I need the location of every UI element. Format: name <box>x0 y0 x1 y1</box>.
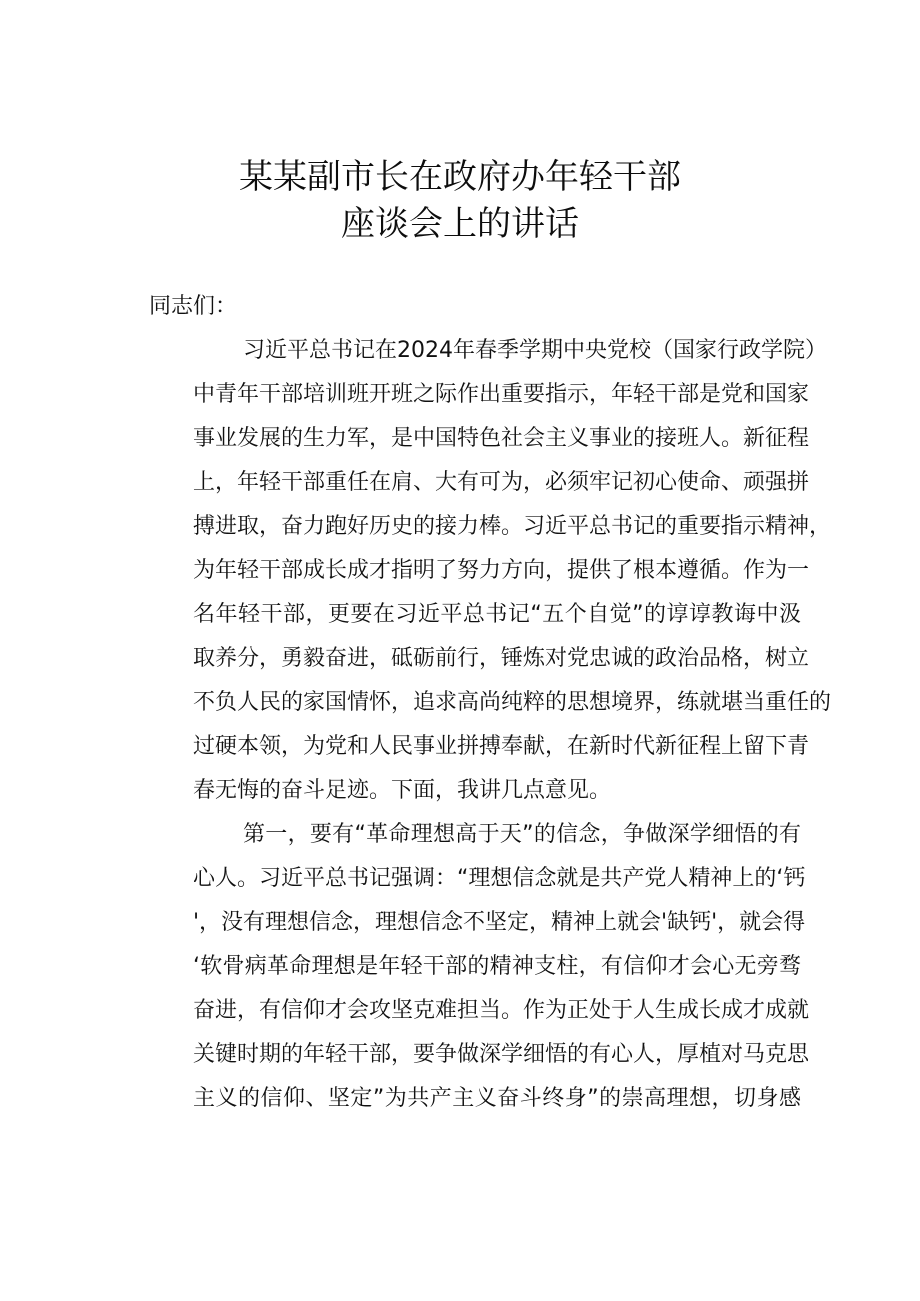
paragraph-line: 为年轻干部成长成才指明了努力方向，提供了根本遵循。作为一 <box>193 558 810 583</box>
paragraph-line: 取养分，勇毅奋进，砥砺前行，锤炼对党忠诚的政治品格，树立 <box>193 646 810 671</box>
paragraph-line: 中青年干部培训班开班之际作出重要指示，年轻干部是党和国家 <box>193 382 810 407</box>
paragraph-line: 习近平总书记在2024年春季学期中央党校（国家行政学院） <box>243 338 827 363</box>
paragraph-line: 过硬本领，为党和人民事业拼搏奉献，在新时代新征程上留下青 <box>193 734 810 759</box>
paragraph-line: 名年轻干部，更要在习近平总书记“五个自觉”的谆谆教诲中汲 <box>193 602 801 627</box>
paragraph-line: 第一，要有“革命理想高于天”的信念，争做深学细悟的有 <box>243 822 801 847</box>
paragraph-line: 事业发展的生力军，是中国特色社会主义事业的接班人。新征程 <box>193 426 810 451</box>
paragraph-line: 搏进取，奋力跑好历史的接力棒。习近平总书记的重要指示精神， <box>193 514 832 539</box>
paragraph-line: 春无悔的奋斗足迹。下面，我讲几点意见。 <box>193 778 612 803</box>
document-body <box>149 285 832 1121</box>
paragraph-line: 上，年轻干部重任在肩、大有可为，必须牢记初心使命、顽强拼 <box>193 470 810 495</box>
paragraph-line: 心人。习近平总书记强调：“理想信念就是共产党人精神上的‘钙 <box>193 866 806 891</box>
paragraph-2 <box>149 813 810 1121</box>
paragraph-line: ‘软骨病革命理想是年轻干部的精神支柱，有信仰才会心无旁骛 <box>193 954 801 979</box>
paragraph-line: '，没有理想信念，理想信念不坚定，精神上就会'缺钙'，就会得 <box>193 910 806 935</box>
title-line-2: 座谈会上的讲话 <box>341 204 579 244</box>
document-title <box>0 154 920 248</box>
title-line-1: 某某副市长在政府办年轻干部 <box>239 157 681 197</box>
salutation: 同志们： <box>149 294 238 319</box>
paragraph-line: 不负人民的家国情怀，追求高尚纯粹的思想境界，练就堪当重任的 <box>193 690 832 715</box>
paragraph-line: 主义的信仰、坚定”为共产主义奋斗终身”的崇高理想，切身感 <box>193 1086 802 1111</box>
paragraph-line: 关键时期的年轻干部，要争做深学细悟的有心人，厚植对马克思 <box>193 1042 810 1067</box>
paragraph-line: 奋进，有信仰才会攻坚克难担当。作为正处于人生成长成才成就 <box>193 998 810 1023</box>
paragraph-1 <box>149 329 832 813</box>
